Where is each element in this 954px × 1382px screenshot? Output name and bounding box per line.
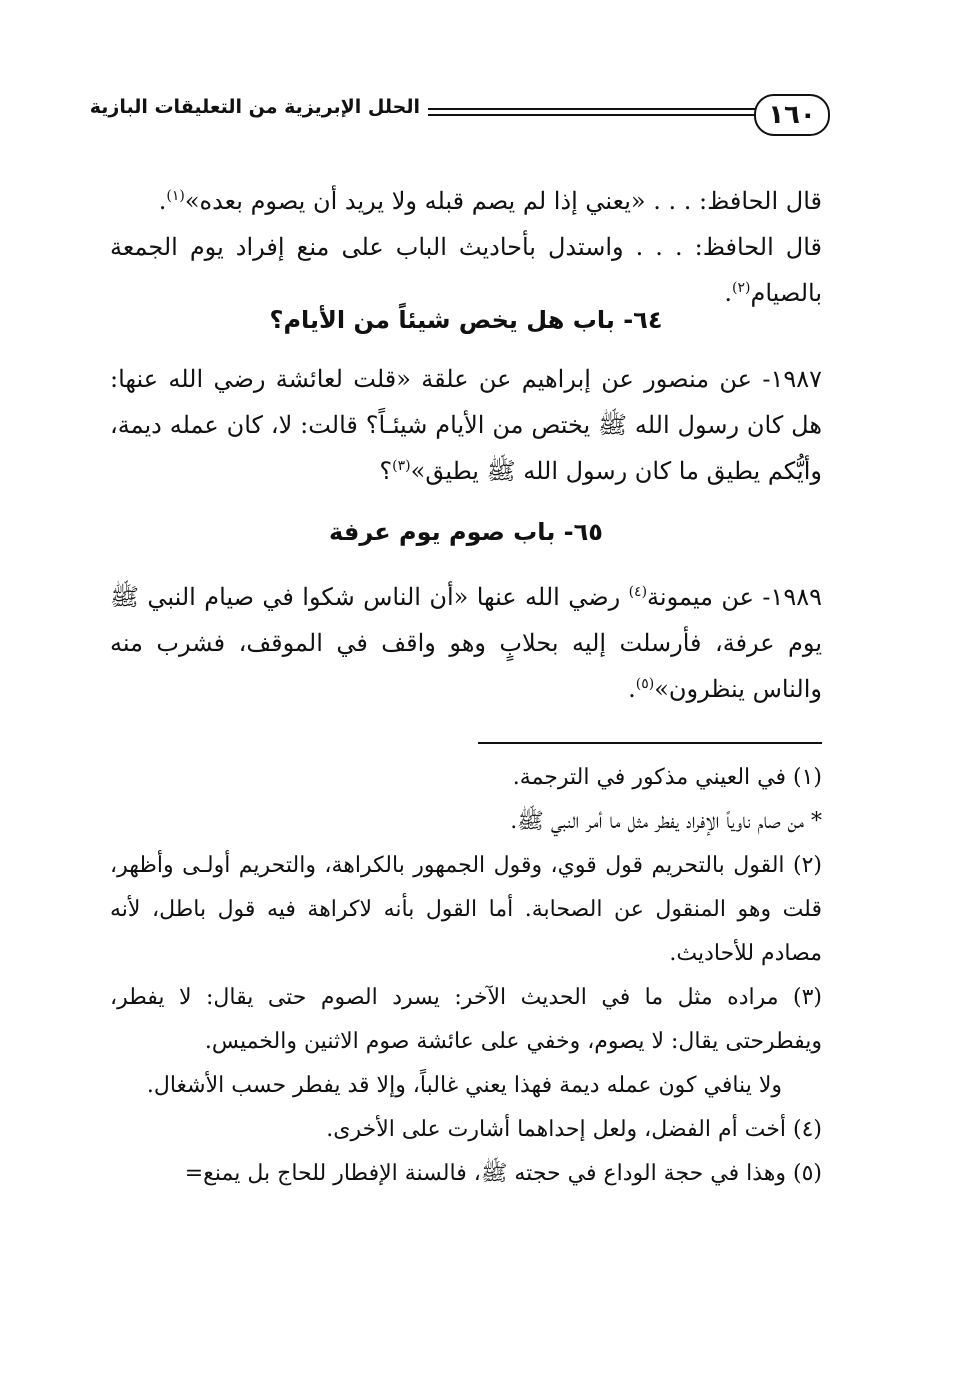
hadith-1989 [110, 574, 822, 712]
footnote-3: (٣) مراده مثل ما في الحديث الآخر: يسرد الصوم حتى يقال: لا يفطر، ويفطرحتى يقال: لا يصوم، وخفي على عائشة صوم الاثنين والخميس. [110, 985, 822, 1054]
paragraph-text: قال الحافظ: . . . واستدل بأحاديث الباب على منع إفراد يوم الجمعة بالصيام [110, 233, 822, 307]
page-header [89, 90, 830, 140]
page-number: ١٦٠ [754, 94, 830, 136]
header-rule [428, 108, 756, 110]
hadith-1987 [110, 356, 822, 494]
hadith-end: ؟ [379, 457, 393, 485]
hadith-end: . [628, 675, 636, 703]
paragraph-text: قال الحافظ: . . . «يعني إذا لم يصم قبله ولا يريد أن يصوم بعده» [184, 187, 822, 215]
hadith-text: ١٩٨٧- عن منصور عن إبراهيم عن علقة «قلت لعائشة رضي الله عنها: هل كان رسول الله ﷺ يختص من الأيام شيئـاً؟ قالت: لا، كان عمله ديمة، وأيُّكم يطيق ما كان رسول الله ﷺ يطيق» [110, 365, 822, 485]
section-title-65: ٦٥- باب صوم يوم عرفة [329, 518, 603, 546]
intro-paragraphs [110, 178, 822, 316]
footnotes [110, 756, 822, 1196]
footnote-ref: (٢) [732, 280, 751, 296]
footnote-5: (٥) وهذا في حجة الوداع في حجته ﷺ، فالسنة الإفطار للحاج بل يمنع= [184, 1161, 822, 1186]
footnote-ref: (٥) [635, 676, 655, 692]
footnote-ref: (٣) [392, 458, 411, 474]
footnote-ref: (٤) [628, 584, 648, 600]
footnote-1-star: * من صام ناوياً الإفراد يفطر مثل ما أمر النبي ﷺ. [510, 809, 822, 834]
paragraph-end: . [158, 187, 167, 215]
hadith-text: رضي الله عنها «أن الناس شكوا في صيام النبي ﷺ يوم عرفة، فأرسلت إليه بحلابٍ وهو واقف في الموقف، فشرب منه والناس ينظرون» [110, 583, 822, 703]
running-title: الحلل الإبريزية من التعليقات البازية [89, 96, 420, 118]
hadith-paragraph [110, 574, 822, 712]
paragraph-hafiz-1 [110, 178, 822, 224]
hadith-paragraph [110, 356, 822, 494]
hadith-text: ١٩٨٩- عن ميمونة [647, 583, 823, 611]
footnote-ref: (١) [166, 188, 185, 204]
footnote-3-continued: ولا ينافي كون عمله ديمة فهذا يعني غالباً، وإلا قد يفطر حسب الأشغال. [146, 1073, 782, 1098]
paragraph-end: . [724, 279, 732, 307]
section-title-64: ٦٤- باب هل يخص شيئاً من الأيام؟ [269, 306, 663, 334]
footnote-2: (٢) القول بالتحريم قول قوي، وقول الجمهور بالكراهة، والتحريم أولـى وأظهر، قلت وهو المنقول عن الصحابة. أما القول بأنه لاكراهة فيه قول باطل، لأنه مصادم للأحاديث. [110, 853, 822, 966]
footnote-1: (١) في العيني مذكور في الترجمة. [512, 765, 822, 790]
header-rule [428, 114, 756, 116]
footnote-separator [478, 742, 822, 744]
footnote-4: (٤) أخت أم الفضل، ولعل إحداهما أشارت على الأخرى. [326, 1117, 822, 1142]
